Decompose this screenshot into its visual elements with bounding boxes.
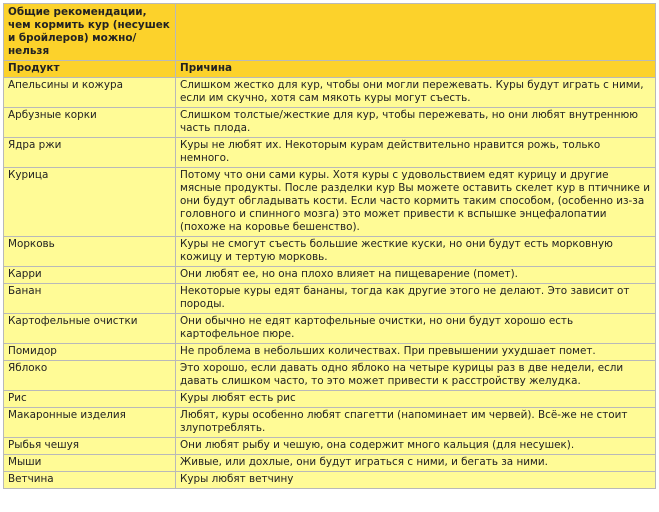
product-cell: Карри [4,267,176,284]
table-row [4,284,656,314]
table-row [4,472,656,489]
product-cell: Банан [4,284,176,314]
table-row [4,344,656,361]
reason-cell: Слишком жестко для кур, чтобы они могли пережевать. Куры будут играть с ними, если им скучно, хотя сам мякоть куры могут съесть. [176,78,656,108]
product-cell: Картофельные очистки [4,314,176,344]
header-reason: Причина [176,61,656,78]
product-cell: Мыши [4,455,176,472]
reason-cell: Куры любят ветчину [176,472,656,489]
reason-cell: Они любят ее, но она плохо влияет на пищеварение (помет). [176,267,656,284]
table-row [4,314,656,344]
product-cell: Яблоко [4,361,176,391]
product-cell: Рыбья чешуя [4,438,176,455]
table-row [4,237,656,267]
header-product: Продукт [4,61,176,78]
reason-cell: Слишком толстые/жесткие для кур, чтобы пережевать, но они любят внутреннюю часть плода. [176,108,656,138]
product-cell: Морковь [4,237,176,267]
table-row [4,438,656,455]
product-cell: Арбузные корки [4,108,176,138]
table-title: Общие рекомендации, чем кормить кур (несушек и бройлеров) можно/нельзя [4,4,176,61]
product-cell: Апельсины и кожура [4,78,176,108]
table-row [4,267,656,284]
reason-cell: Куры не смогут съесть большие жесткие куски, но они будут есть морковную кожицу и тертую морковь. [176,237,656,267]
product-cell: Помидор [4,344,176,361]
title-empty-cell [176,4,656,61]
reason-cell: Потому что они сами куры. Хотя куры с удовольствием едят курицу и другие мясные продукты. После разделки кур Вы можете оставить скелет кур в птичнике и они будут обгладывать кости. Если часто кормить таким способом, (особенно из-за головного и спинного мозга) это может привести к вспышке энцефалопатии (похоже на коровье бешенство). [176,168,656,237]
product-cell: Рис [4,391,176,408]
reason-cell: Куры любят есть рис [176,391,656,408]
header-row [4,61,656,78]
reason-cell: Живые, или дохлые, они будут играться с ними, и бегать за ними. [176,455,656,472]
product-cell: Макаронные изделия [4,408,176,438]
table-row [4,455,656,472]
product-cell: Курица [4,168,176,237]
reason-cell: Некоторые куры едят бананы, тогда как другие этого не делают. Это зависит от породы. [176,284,656,314]
table-row [4,391,656,408]
reason-cell: Это хорошо, если давать одно яблоко на четыре курицы раз в две недели, если давать слишком часто, то это может привести к расстройству желудка. [176,361,656,391]
table-row [4,361,656,391]
table-row [4,138,656,168]
table-row [4,168,656,237]
table-row [4,78,656,108]
table-row [4,108,656,138]
feeding-recommendations-table [3,3,656,489]
title-row [4,4,656,61]
reason-cell: Куры не любят их. Некоторым курам действительно нравится рожь, только немного. [176,138,656,168]
reason-cell: Они любят рыбу и чешую, она содержит много кальция (для несушек). [176,438,656,455]
reason-cell: Не проблема в небольших количествах. При превышении ухудшает помет. [176,344,656,361]
product-cell: Ветчина [4,472,176,489]
reason-cell: Они обычно не едят картофельные очистки, но они будут хорошо есть картофельное пюре. [176,314,656,344]
table-row [4,408,656,438]
reason-cell: Любят, куры особенно любят спагетти (напоминает им червей). Всё-же не стоит злупотреблять. [176,408,656,438]
product-cell: Ядра ржи [4,138,176,168]
